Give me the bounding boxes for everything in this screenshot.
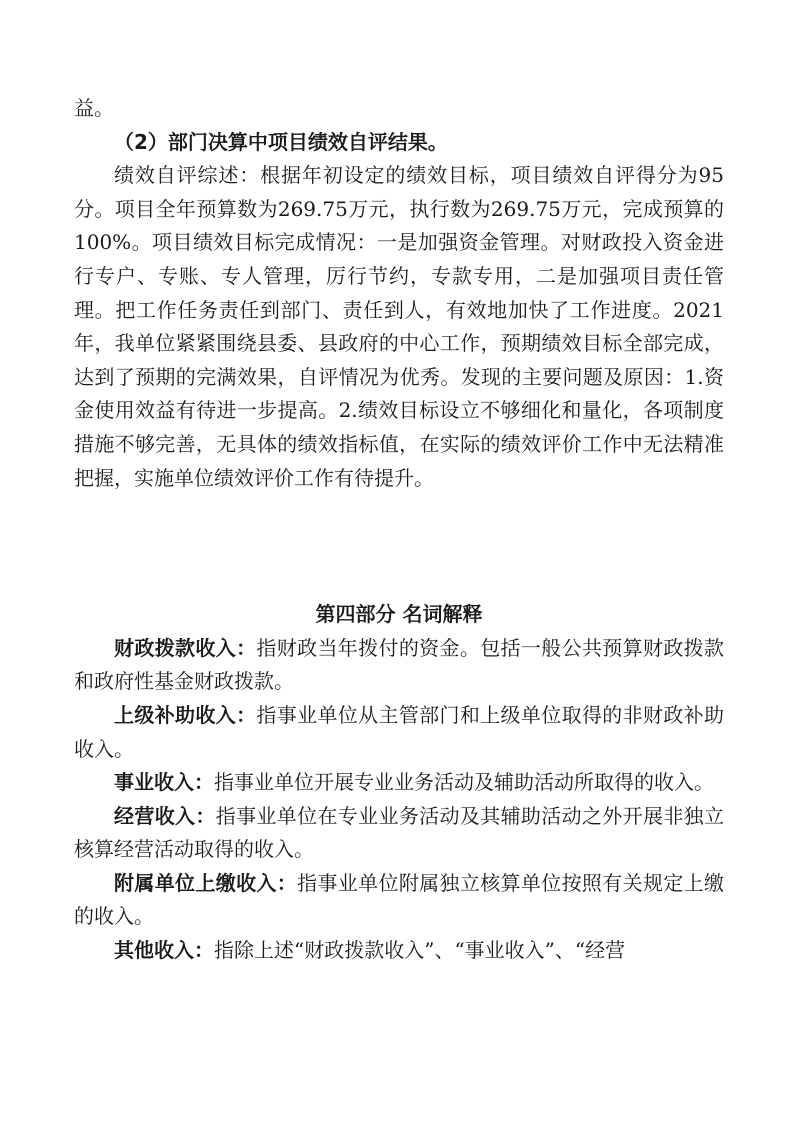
definition-term: 事业收入： <box>114 770 214 795</box>
carryover-text: 益。 <box>74 96 114 120</box>
definition-text: 指事业单位开展专业业务活动及辅助活动所取得的收入。 <box>214 770 714 795</box>
definition-item <box>74 766 724 800</box>
definition-text: 指事业单位附属独立核算单位按照有关规定上缴的收入。 <box>74 870 725 929</box>
definition-item <box>74 699 724 766</box>
definition-item <box>74 867 724 934</box>
definition-term: 财政拨款收入： <box>114 635 257 660</box>
section-title: 第四部分 名词解释 <box>315 602 483 627</box>
project-eval-subheading: （2）部门决算中项目绩效自评结果。 <box>114 129 448 154</box>
definition-term: 经营收入： <box>114 803 216 828</box>
self-eval-paragraph: 绩效自评综述：根据年初设定的绩效目标，项目绩效自评得分为95分。项目全年预算数为269.75万元，执行数为269.75万元，完成预算的100%。项目绩效目标完成情况：一是加强资金管理。对财政投入资金进行专户、专账、专人管理，厉行节约，专款专用，二是加强项目责任管理。把工作任务责任到部门、责任到人，有效地加快了工作进度。2021年，我单位紧紧围绕县委、县政府的中心工作，预期绩效目标全部完成，达到了预期的完满效果，自评情况为优秀。发现的主要问题及原因：1.资金使用效益有待进一步提高。2.绩效目标设立不够细化和量化，各项制度措施不够完善，无具体的绩效指标值，在实际的绩效评价工作中无法精准把握，实施单位绩效评价工作有待提升。 <box>74 163 724 490</box>
definition-text: 指事业单位从主管部门和上级单位取得的非财政补助收入。 <box>74 702 725 761</box>
definition-term: 附属单位上缴收入： <box>114 870 298 895</box>
definition-item <box>74 632 724 699</box>
definition-item <box>74 800 724 867</box>
definition-text: 指除上述“财政拨款收入”、“事业收入”、“经营 <box>214 938 626 963</box>
definition-term: 其他收入： <box>114 938 214 963</box>
definition-item <box>74 934 724 968</box>
definition-text: 指事业单位在专业业务活动及其辅助活动之外开展非独立核算经营活动取得的收入。 <box>74 803 725 862</box>
definition-text: 指财政当年拨付的资金。包括一般公共预算财政拨款和政府性基金财政拨款。 <box>74 635 725 694</box>
document-page <box>74 92 724 968</box>
definition-term: 上级补助收入： <box>114 702 257 727</box>
